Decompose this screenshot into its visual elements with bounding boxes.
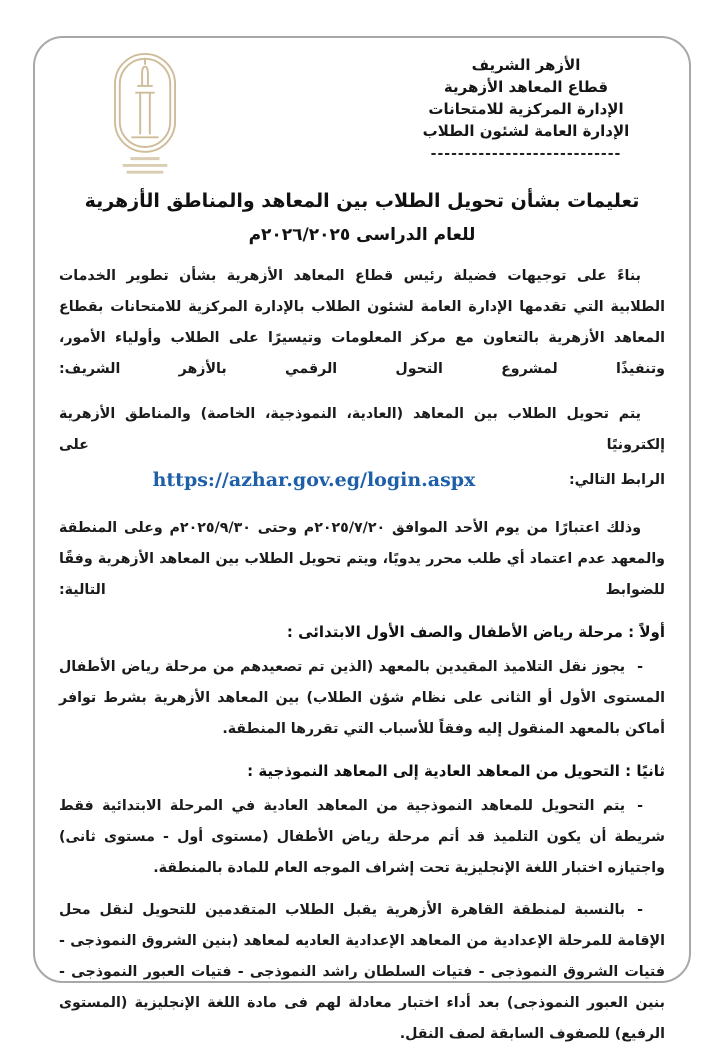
org-line-4: الإدارة العامة لشئون الطلاب — [422, 122, 630, 140]
org-line-3: الإدارة المركزية للامتحانات — [428, 100, 624, 118]
link-label: الرابط التالي: — [568, 472, 665, 488]
dates-paragraph: وذلك اعتبارًا من يوم الأحد الموافق ٢٠٢٥/٧/٢٠م وحتى ٢٠٢٥/٩/٣٠م وعلى المنطقة والمعهد عدم اعتماد أي طلب محرر يدويًا، ويتم تحويل الطلاب بين المعاهد الأزهرية وفقًا للضوابط التالية: — [59, 520, 665, 598]
document-border-frame — [33, 36, 691, 1042]
letterhead-divider: ---------------------------- — [430, 146, 622, 162]
letterhead — [59, 52, 665, 184]
dash-bullet-marker: - — [637, 798, 643, 814]
bullet-item-model-institutes — [59, 791, 665, 884]
bullet-text: يتم التحويل للمعاهد النموذجية من المعاهد العادية في المرحلة الابتدائية فقط شريطة أن يكون التلميذ قد أتم مرحلة رياض الأطفال (مستوى أول - مستوى ثانى) واجتيازه اختبار اللغة الإنجليزية تحت إشراف الموجه العام للمادة بالمنطقة. — [59, 798, 665, 876]
transfer-portal-link[interactable]: https://azhar.gov.eg/login.aspx — [152, 469, 476, 491]
portal-link-row — [59, 461, 665, 499]
bullet-item-kg-transfer — [59, 652, 665, 745]
section-first-heading: أولاً : مرحلة رياض الأطفال والصف الأول الابتدائى : — [286, 623, 665, 641]
intro-paragraph: بناءً على توجيهات فضيلة رئيس قطاع المعاهد الأزهرية بشأن تطوير الخدمات الطلابية التي تقدمها الإدارة العامة لشئون الطلاب بالإدارة المركزية للامتحانات بقطاع المعاهد الأزهرية بالتعاون مع مركز المعلومات وتيسيرًا على الطلاب وأولياء الأمور، وتنفيذًا لمشروع التحول الرقمي بالأزهر الشريف: — [59, 268, 665, 377]
bullet-item-cairo-region — [59, 895, 665, 1050]
link-container — [59, 469, 569, 491]
org-line-2: قطاع المعاهد الأزهرية — [443, 78, 609, 96]
doc-subtitle: للعام الدراسى ٢٠٢٦/٢٠٢٥م — [248, 225, 476, 245]
azhar-emblem-logo — [101, 52, 189, 182]
dash-bullet-marker: - — [637, 659, 643, 675]
org-line-1: الأزهر الشريف — [471, 56, 581, 74]
bullet-text: يجوز نقل التلاميذ المقيدين بالمعهد (الذين تم تصعيدهم من مرحلة رياض الأطفال المستوى الأول أو الثانى على نظام شؤن الطلاب) بين المعاهد الأزهرية بشرط توافر أماكن بالمعهد المنقول إليه وفقاً للأسباب التي تقررها المنطقة. — [59, 659, 665, 737]
bullet-text: بالنسبة لمنطقة القاهرة الأزهرية يقبل الطلاب المتقدمين للتحويل لنقل محل الإقامة للمرحلة الإعدادية من المعاهد الإعدادية العاديه لمعاهد (بنين الشروق النموذجى - فتيات الشروق النموذجى - فتيات السلطان راشد النموذجى - فتيات العبور النموذجى - بنين العبور النموذجى) بعد أداء اختبار معادلة لهم فى مادة اللغة الإنجليزية (المستوى الرفيع) للصفوف السابقة لصف النقل. — [59, 902, 665, 1042]
doc-title: تعليمات بشأن تحويل الطلاب بين المعاهد والمناطق الأزهرية — [84, 190, 640, 212]
dash-bullet-marker: - — [637, 902, 643, 918]
transfer-method-paragraph: يتم تحويل الطلاب بين المعاهد (العادية، النموذجية، الخاصة) والمناطق الأزهرية إلكترونيًا على — [59, 406, 665, 453]
section-second-heading: ثانيًا : التحويل من المعاهد العادية إلى المعاهد النموذجية : — [247, 762, 665, 780]
